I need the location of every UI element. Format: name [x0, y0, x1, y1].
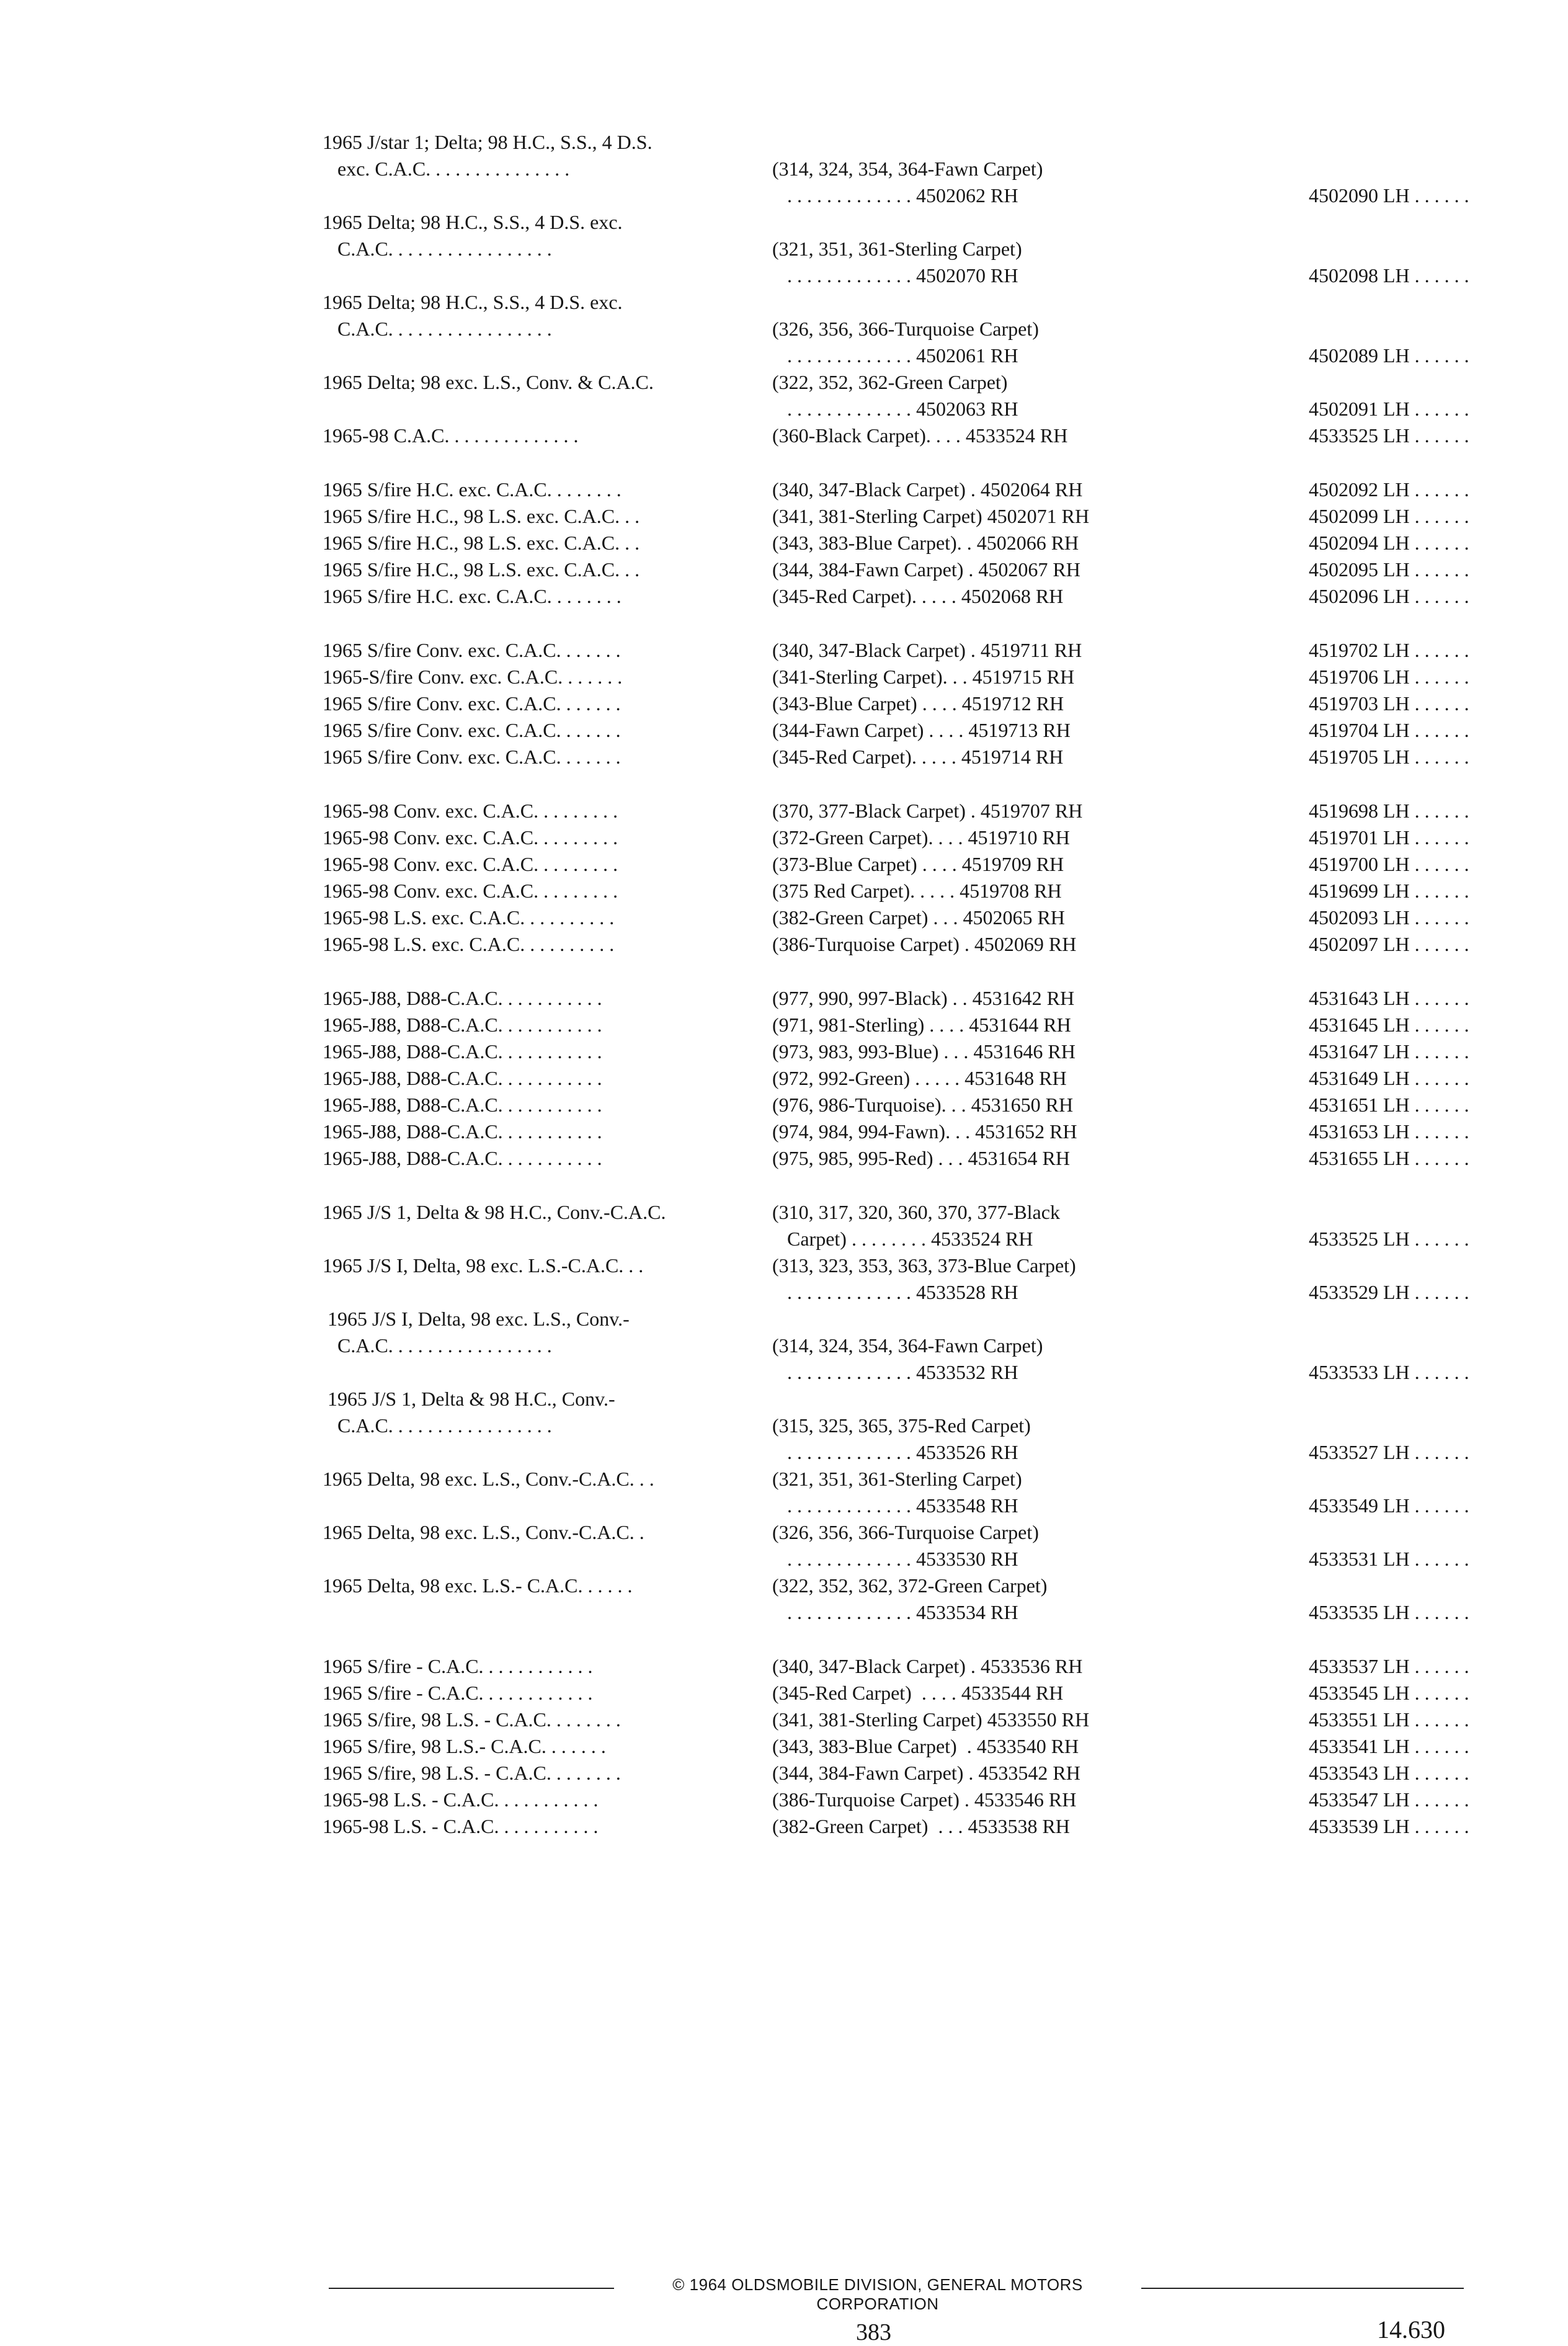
carpet-color-part-rh: (345-Red Carpet) . . . . 4533544 RH: [772, 1682, 1064, 1704]
vehicle-application: 1965 S/fire H.C., 98 L.S. exc. C.A.C. . .: [323, 505, 640, 527]
carpet-color-part-rh: (372-Green Carpet). . . . 4519710 RH: [772, 826, 1070, 849]
document-number: 14.630: [1377, 2316, 1445, 2344]
parts-entry-line: [323, 1359, 1470, 1386]
parts-entry-line: [323, 1492, 1470, 1519]
part-number-lh: [1166, 209, 1470, 236]
vehicle-application: [323, 1279, 757, 1306]
part-number-lh: 4519706 LH . . . . . .: [1309, 666, 1469, 688]
carpet-color-part-rh: [757, 209, 1166, 236]
vehicle-application: 1965-J88, D88-C.A.C. . . . . . . . . . .: [323, 1040, 602, 1063]
vehicle-application: [323, 1226, 757, 1252]
carpet-color-part-rh: (386-Turquoise Carpet) . 4533546 RH: [772, 1788, 1077, 1811]
vehicle-application: 1965-J88, D88-C.A.C. . . . . . . . . . .: [323, 1147, 602, 1169]
carpet-color-part-rh: (314, 324, 354, 364-Fawn Carpet): [772, 158, 1043, 180]
parts-entry-line: [323, 262, 1470, 289]
entry-group: [323, 985, 1470, 1172]
parts-entry-line: [323, 1546, 1470, 1572]
parts-entry-line: [323, 530, 1470, 556]
vehicle-application: [323, 182, 757, 209]
parts-entry-line: [323, 209, 1470, 236]
vehicle-application: 1965-98 L.S. - C.A.C. . . . . . . . . . .: [323, 1788, 599, 1811]
parts-entry-line: [323, 503, 1470, 530]
carpet-color-part-rh: (972, 992-Green) . . . . . 4531648 RH: [772, 1067, 1067, 1089]
carpet-color-part-rh: (326, 356, 366-Turquoise Carpet): [772, 1521, 1039, 1543]
entry-group: [323, 1199, 1470, 1626]
parts-entry-line: [323, 316, 1470, 342]
parts-entry-line: [323, 1092, 1470, 1118]
vehicle-application: 1965 S/fire - C.A.C. . . . . . . . . . . .: [323, 1655, 593, 1677]
part-number-lh: 4502096 LH . . . . . .: [1309, 585, 1469, 607]
parts-entry-line: [323, 1065, 1470, 1092]
carpet-color-part-rh: (382-Green Carpet) . . . 4502065 RH: [772, 906, 1065, 929]
parts-entry-line: [323, 664, 1470, 690]
carpet-color-part-rh: . . . . . . . . . . . . . 4502063 RH: [772, 398, 1018, 420]
part-number-lh: 4531651 LH . . . . . .: [1309, 1094, 1469, 1116]
vehicle-application: 1965 Delta; 98 exc. L.S., Conv. & C.A.C.: [323, 371, 654, 393]
part-number-lh: [1166, 1199, 1470, 1226]
vehicle-application: 1965 J/S I, Delta, 98 exc. L.S.-C.A.C. . .: [323, 1254, 644, 1277]
part-number-lh: 4519705 LH . . . . . .: [1309, 746, 1469, 768]
part-number-lh: 4531649 LH . . . . . .: [1309, 1067, 1469, 1089]
parts-entry-line: [323, 1332, 1470, 1359]
parts-entry-line: [323, 1012, 1470, 1038]
part-number-lh: 4531647 LH . . . . . .: [1309, 1040, 1469, 1063]
part-number-lh: 4533541 LH . . . . . .: [1309, 1735, 1469, 1757]
part-number-lh: 4519702 LH . . . . . .: [1309, 639, 1469, 661]
vehicle-application: 1965-98 Conv. exc. C.A.C. . . . . . . . .: [323, 853, 618, 875]
vehicle-application: 1965 Delta; 98 H.C., S.S., 4 D.S. exc.: [323, 211, 623, 233]
carpet-color-part-rh: . . . . . . . . . . . . . 4533528 RH: [772, 1281, 1018, 1303]
carpet-color-part-rh: (360-Black Carpet). . . . 4533524 RH: [772, 424, 1068, 447]
part-number-lh: 4502089 LH . . . . . .: [1309, 344, 1469, 367]
carpet-color-part-rh: (373-Blue Carpet) . . . . 4519709 RH: [772, 853, 1064, 875]
part-number-lh: 4533551 LH . . . . . .: [1309, 1708, 1469, 1731]
part-number-lh: [1166, 1332, 1470, 1359]
parts-entry-line: [323, 1038, 1470, 1065]
part-number-lh: 4519703 LH . . . . . .: [1309, 692, 1469, 715]
carpet-color-part-rh: (343-Blue Carpet) . . . . 4519712 RH: [772, 692, 1064, 715]
vehicle-application: 1965-J88, D88-C.A.C. . . . . . . . . . .: [323, 1094, 602, 1116]
parts-entry-line: [323, 1760, 1470, 1786]
carpet-color-part-rh: (975, 985, 995-Red) . . . 4531654 RH: [772, 1147, 1070, 1169]
vehicle-application: [323, 1492, 757, 1519]
parts-entry-line: [323, 1386, 1470, 1412]
part-number-lh: 4533547 LH . . . . . .: [1309, 1788, 1469, 1811]
carpet-color-part-rh: . . . . . . . . . . . . . 4533534 RH: [772, 1601, 1018, 1623]
carpet-color-part-rh: (341, 381-Sterling Carpet) 4502071 RH: [772, 505, 1090, 527]
parts-entry-line: [323, 369, 1470, 396]
parts-entry-line: [323, 1199, 1470, 1226]
carpet-color-part-rh: (315, 325, 365, 375-Red Carpet): [772, 1414, 1031, 1437]
vehicle-application: C.A.C. . . . . . . . . . . . . . . . .: [323, 1334, 552, 1357]
vehicle-application: 1965 Delta, 98 exc. L.S.- C.A.C. . . . . .: [323, 1574, 633, 1597]
part-number-lh: [1166, 156, 1470, 182]
parts-entry-line: [323, 1733, 1470, 1760]
carpet-color-part-rh: (370, 377-Black Carpet) . 4519707 RH: [772, 800, 1083, 822]
footer-bar: [329, 2273, 1464, 2313]
vehicle-application: 1965 J/S 1, Delta & 98 H.C., Conv.-: [323, 1388, 615, 1410]
vehicle-application: 1965 S/fire, 98 L.S.- C.A.C. . . . . . .: [323, 1735, 606, 1757]
vehicle-application: 1965-J88, D88-C.A.C. . . . . . . . . . .: [323, 987, 602, 1009]
part-number-lh: [1166, 369, 1470, 396]
parts-entry-line: [323, 1572, 1470, 1599]
parts-entry-line: [323, 690, 1470, 717]
part-number-lh: [1166, 1519, 1470, 1546]
part-number-lh: 4519698 LH . . . . . .: [1309, 800, 1469, 822]
entry-group: [323, 798, 1470, 958]
parts-entry-line: [323, 1680, 1470, 1706]
part-number-lh: 4531655 LH . . . . . .: [1309, 1147, 1469, 1169]
part-number-lh: 4519701 LH . . . . . .: [1309, 826, 1469, 849]
vehicle-application: [323, 1359, 757, 1386]
parts-entry-line: [323, 156, 1470, 182]
carpet-color-part-rh: (344-Fawn Carpet) . . . . 4519713 RH: [772, 719, 1071, 741]
vehicle-application: 1965 Delta, 98 exc. L.S., Conv.-C.A.C. . .: [323, 1468, 654, 1490]
carpet-color-part-rh: [757, 1386, 1166, 1412]
carpet-color-part-rh: . . . . . . . . . . . . . 4502062 RH: [772, 184, 1018, 207]
vehicle-application: 1965-J88, D88-C.A.C. . . . . . . . . . .: [323, 1120, 602, 1143]
parts-entry-line: [323, 904, 1470, 931]
part-number-lh: 4533527 LH . . . . . .: [1309, 1441, 1469, 1463]
carpet-color-part-rh: (973, 983, 993-Blue) . . . 4531646 RH: [772, 1040, 1076, 1063]
vehicle-application: 1965 S/fire, 98 L.S. - C.A.C. . . . . . . .: [323, 1708, 621, 1731]
vehicle-application: 1965-98 C.A.C. . . . . . . . . . . . . .: [323, 424, 579, 447]
parts-entry-line: [323, 1252, 1470, 1279]
part-number-lh: [1166, 289, 1470, 316]
carpet-color-part-rh: (322, 352, 362-Green Carpet): [772, 371, 1008, 393]
part-number-lh: 4533525 LH . . . . . .: [1309, 1228, 1469, 1250]
vehicle-application: C.A.C. . . . . . . . . . . . . . . . .: [323, 238, 552, 260]
part-number-lh: [1166, 316, 1470, 342]
vehicle-application: 1965-98 Conv. exc. C.A.C. . . . . . . . .: [323, 800, 618, 822]
vehicle-application: C.A.C. . . . . . . . . . . . . . . . .: [323, 318, 552, 340]
parts-entry-line: [323, 717, 1470, 744]
part-number-lh: 4533529 LH . . . . . .: [1309, 1281, 1469, 1303]
carpet-color-part-rh: (326, 356, 366-Turquoise Carpet): [772, 318, 1039, 340]
parts-entry-line: [323, 1306, 1470, 1332]
vehicle-application: 1965 J/star 1; Delta; 98 H.C., S.S., 4 D.S.: [323, 131, 653, 153]
part-number-lh: [1166, 1466, 1470, 1492]
parts-entry-line: [323, 1466, 1470, 1492]
parts-entry-line: [323, 1439, 1470, 1466]
parts-entry-line: [323, 129, 1470, 156]
part-number-lh: 4519700 LH . . . . . .: [1309, 853, 1469, 875]
vehicle-application: 1965-98 Conv. exc. C.A.C. . . . . . . . .: [323, 826, 618, 849]
carpet-color-part-rh: (314, 324, 354, 364-Fawn Carpet): [772, 1334, 1043, 1357]
vehicle-application: 1965 S/fire H.C. exc. C.A.C. . . . . . . .: [323, 585, 621, 607]
carpet-color-part-rh: (977, 990, 997-Black) . . 4531642 RH: [772, 987, 1075, 1009]
carpet-color-part-rh: [757, 1306, 1166, 1332]
copyright-notice: © 1964 OLDSMOBILE DIVISION, GENERAL MOTORS CORPORATION: [672, 2275, 1083, 2313]
vehicle-application: 1965 S/fire Conv. exc. C.A.C. . . . . . .: [323, 639, 621, 661]
carpet-color-part-rh: (343, 383-Blue Carpet). . 4502066 RH: [772, 532, 1079, 554]
entry-group: [323, 476, 1470, 610]
parts-entry-line: [323, 851, 1470, 878]
parts-entry-line: [323, 556, 1470, 583]
carpet-color-part-rh: (341, 381-Sterling Carpet) 4533550 RH: [772, 1708, 1090, 1731]
parts-entry-line: [323, 931, 1470, 958]
carpet-color-part-rh: (321, 351, 361-Sterling Carpet): [772, 238, 1022, 260]
carpet-color-part-rh: (345-Red Carpet). . . . . 4519714 RH: [772, 746, 1064, 768]
footer-rule-right: [1141, 2288, 1464, 2289]
carpet-color-part-rh: . . . . . . . . . . . . . 4533532 RH: [772, 1361, 1018, 1383]
part-number-lh: 4533543 LH . . . . . .: [1309, 1762, 1469, 1784]
parts-entry-line: [323, 289, 1470, 316]
carpet-color-part-rh: (313, 323, 353, 363, 373-Blue Carpet): [772, 1254, 1076, 1277]
part-number-lh: 4502090 LH . . . . . .: [1309, 184, 1469, 207]
carpet-color-part-rh: (976, 986-Turquoise). . . 4531650 RH: [772, 1094, 1074, 1116]
parts-entry-line: [323, 1412, 1470, 1439]
vehicle-application: exc. C.A.C. . . . . . . . . . . . . . .: [323, 158, 570, 180]
carpet-color-part-rh: (971, 981-Sterling) . . . . 4531644 RH: [772, 1014, 1071, 1036]
carpet-color-part-rh: . . . . . . . . . . . . . 4533548 RH: [772, 1494, 1018, 1517]
vehicle-application: 1965 S/fire Conv. exc. C.A.C. . . . . . .: [323, 719, 621, 741]
part-number-lh: 4502092 LH . . . . . .: [1309, 478, 1469, 501]
part-number-lh: 4502097 LH . . . . . .: [1309, 933, 1469, 955]
vehicle-application: 1965 S/fire H.C., 98 L.S. exc. C.A.C. . .: [323, 532, 640, 554]
parts-entry-line: [323, 342, 1470, 369]
vehicle-application: 1965 J/S I, Delta, 98 exc. L.S., Conv.-: [323, 1308, 630, 1330]
part-number-lh: 4502093 LH . . . . . .: [1309, 906, 1469, 929]
page-number: 383: [856, 2319, 891, 2345]
parts-entry-line: [323, 1653, 1470, 1680]
carpet-color-part-rh: (344, 384-Fawn Carpet) . 4502067 RH: [772, 558, 1080, 581]
vehicle-application: 1965 S/fire Conv. exc. C.A.C. . . . . . .: [323, 746, 621, 768]
parts-entry-line: [323, 1786, 1470, 1813]
vehicle-application: C.A.C. . . . . . . . . . . . . . . . .: [323, 1414, 552, 1437]
part-number-lh: 4531653 LH . . . . . .: [1309, 1120, 1469, 1143]
part-number-lh: 4502091 LH . . . . . .: [1309, 398, 1469, 420]
vehicle-application: 1965 S/fire H.C. exc. C.A.C. . . . . . . .: [323, 478, 621, 501]
vehicle-application: 1965-98 L.S. exc. C.A.C. . . . . . . . . .: [323, 933, 615, 955]
part-number-lh: 4502098 LH . . . . . .: [1309, 264, 1469, 287]
carpet-color-part-rh: (375 Red Carpet). . . . . 4519708 RH: [772, 880, 1062, 902]
vehicle-application: [323, 1546, 757, 1572]
part-number-lh: [1166, 1412, 1470, 1439]
parts-entry-line: [323, 1118, 1470, 1145]
part-number-lh: [1166, 1572, 1470, 1599]
carpet-color-part-rh: . . . . . . . . . . . . . 4533530 RH: [772, 1548, 1018, 1570]
carpet-color-part-rh: [757, 129, 1166, 156]
part-number-lh: 4502094 LH . . . . . .: [1309, 532, 1469, 554]
carpet-color-part-rh: [757, 289, 1166, 316]
vehicle-application: 1965 J/S 1, Delta & 98 H.C., Conv.-C.A.C.: [323, 1201, 666, 1223]
part-number-lh: 4533531 LH . . . . . .: [1309, 1548, 1469, 1570]
part-number-lh: 4502099 LH . . . . . .: [1309, 505, 1469, 527]
carpet-color-part-rh: (340, 347-Black Carpet) . 4533536 RH: [772, 1655, 1083, 1677]
part-number-lh: 4533549 LH . . . . . .: [1309, 1494, 1469, 1517]
vehicle-application: 1965 Delta; 98 H.C., S.S., 4 D.S. exc.: [323, 291, 623, 313]
part-number-lh: [1166, 129, 1470, 156]
part-number-lh: 4533525 LH . . . . . .: [1309, 424, 1469, 447]
vehicle-application: 1965 S/fire - C.A.C. . . . . . . . . . . .: [323, 1682, 593, 1704]
parts-listing: [323, 129, 1470, 1867]
entry-group: [323, 637, 1470, 770]
part-number-lh: 4519699 LH . . . . . .: [1309, 880, 1469, 902]
parts-entry-line: [323, 396, 1470, 422]
carpet-color-part-rh: (310, 317, 320, 360, 370, 377-Black: [772, 1201, 1060, 1223]
part-number-lh: 4533539 LH . . . . . .: [1309, 1815, 1469, 1837]
parts-entry-line: [323, 422, 1470, 449]
carpet-color-part-rh: (321, 351, 361-Sterling Carpet): [772, 1468, 1022, 1490]
parts-entry-line: [323, 824, 1470, 851]
carpet-color-part-rh: (382-Green Carpet) . . . 4533538 RH: [772, 1815, 1070, 1837]
footer-rule-left: [329, 2288, 614, 2289]
part-number-lh: [1166, 1306, 1470, 1332]
parts-entry-line: [323, 1813, 1470, 1840]
vehicle-application: 1965 S/fire, 98 L.S. - C.A.C. . . . . . . .: [323, 1762, 621, 1784]
part-number-lh: 4531643 LH . . . . . .: [1309, 987, 1469, 1009]
parts-entry-line: [323, 1279, 1470, 1306]
carpet-color-part-rh: (343, 383-Blue Carpet) . 4533540 RH: [772, 1735, 1079, 1757]
parts-entry-line: [323, 236, 1470, 262]
parts-entry-line: [323, 878, 1470, 904]
parts-entry-line: [323, 182, 1470, 209]
carpet-color-part-rh: (345-Red Carpet). . . . . 4502068 RH: [772, 585, 1064, 607]
parts-entry-line: [323, 1226, 1470, 1252]
vehicle-application: [323, 342, 757, 369]
vehicle-application: [323, 396, 757, 422]
part-number-lh: 4533533 LH . . . . . .: [1309, 1361, 1469, 1383]
parts-entry-line: [323, 1706, 1470, 1733]
parts-entry-line: [323, 744, 1470, 770]
carpet-color-part-rh: . . . . . . . . . . . . . 4533526 RH: [772, 1441, 1018, 1463]
carpet-color-part-rh: (340, 347-Black Carpet) . 4519711 RH: [772, 639, 1082, 661]
entry-group: [323, 1653, 1470, 1840]
parts-entry-line: [323, 637, 1470, 664]
parts-entry-line: [323, 798, 1470, 824]
parts-entry-line: [323, 476, 1470, 503]
vehicle-application: 1965-S/fire Conv. exc. C.A.C. . . . . . .: [323, 666, 623, 688]
part-number-lh: 4533537 LH . . . . . .: [1309, 1655, 1469, 1677]
carpet-color-part-rh: (340, 347-Black Carpet) . 4502064 RH: [772, 478, 1083, 501]
part-number-lh: 4519704 LH . . . . . .: [1309, 719, 1469, 741]
carpet-color-part-rh: . . . . . . . . . . . . . 4502070 RH: [772, 264, 1018, 287]
carpet-color-part-rh: (322, 352, 362, 372-Green Carpet): [772, 1574, 1048, 1597]
parts-entry-line: [323, 1145, 1470, 1172]
part-number-lh: 4533545 LH . . . . . .: [1309, 1682, 1469, 1704]
carpet-color-part-rh: (386-Turquoise Carpet) . 4502069 RH: [772, 933, 1077, 955]
carpet-color-part-rh: . . . . . . . . . . . . . 4502061 RH: [772, 344, 1018, 367]
part-number-lh: 4533535 LH . . . . . .: [1309, 1601, 1469, 1623]
vehicle-application: [323, 262, 757, 289]
vehicle-application: [323, 1439, 757, 1466]
parts-entry-line: [323, 985, 1470, 1012]
carpet-color-part-rh: (344, 384-Fawn Carpet) . 4533542 RH: [772, 1762, 1080, 1784]
part-number-lh: 4531645 LH . . . . . .: [1309, 1014, 1469, 1036]
vehicle-application: 1965-J88, D88-C.A.C. . . . . . . . . . .: [323, 1067, 602, 1089]
carpet-color-part-rh: Carpet) . . . . . . . . 4533524 RH: [772, 1228, 1033, 1250]
parts-entry-line: [323, 583, 1470, 610]
part-number-lh: [1166, 236, 1470, 262]
parts-entry-line: [323, 1599, 1470, 1626]
part-number-lh: 4502095 LH . . . . . .: [1309, 558, 1469, 581]
vehicle-application: 1965-98 L.S. exc. C.A.C. . . . . . . . . .: [323, 906, 615, 929]
vehicle-application: 1965-J88, D88-C.A.C. . . . . . . . . . .: [323, 1014, 602, 1036]
vehicle-application: 1965 S/fire H.C., 98 L.S. exc. C.A.C. . .: [323, 558, 640, 581]
parts-entry-line: [323, 1519, 1470, 1546]
vehicle-application: 1965-98 L.S. - C.A.C. . . . . . . . . . .: [323, 1815, 599, 1837]
entry-group: [323, 129, 1470, 449]
part-number-lh: [1166, 1386, 1470, 1412]
vehicle-application: 1965 S/fire Conv. exc. C.A.C. . . . . . .: [323, 692, 621, 715]
vehicle-application: 1965-98 Conv. exc. C.A.C. . . . . . . . .: [323, 880, 618, 902]
vehicle-application: [323, 1599, 757, 1626]
part-number-lh: [1166, 1252, 1470, 1279]
carpet-color-part-rh: (341-Sterling Carpet). . . 4519715 RH: [772, 666, 1075, 688]
vehicle-application: 1965 Delta, 98 exc. L.S., Conv.-C.A.C. .: [323, 1521, 644, 1543]
carpet-color-part-rh: (974, 984, 994-Fawn). . . 4531652 RH: [772, 1120, 1077, 1143]
